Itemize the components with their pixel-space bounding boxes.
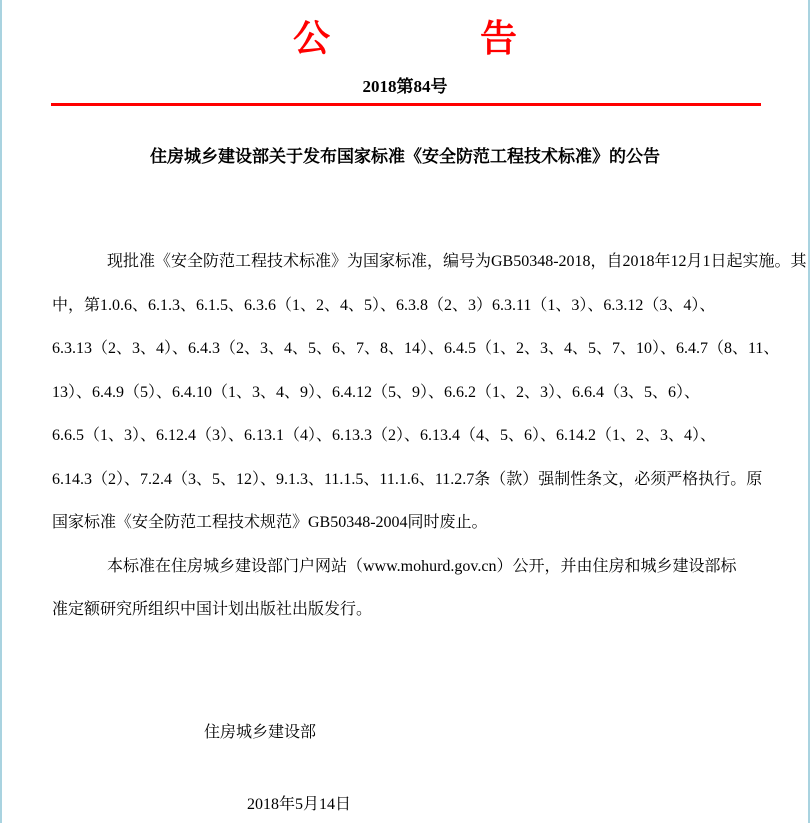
paragraph1-line3: 6.3.13（2、3、4）、6.4.3（2、3、4、5、6、7、8、14）、6.4.5（1、2、3、4、5、7、10）、6.4.7（8、11、: [52, 340, 780, 357]
title-char-right: 告: [480, 19, 517, 60]
paragraph1-line5: 6.6.5（1、3）、6.12.4（3）、6.13.1（4）、6.13.3（2）、6.13.4（4、5、6）、6.14.2（1、2、3、4）、: [52, 427, 717, 444]
title-char-left: 公: [293, 19, 330, 60]
issuer-signature: 住房城乡建设部: [204, 724, 317, 741]
document-body: [52, 240, 807, 632]
document-heading: 住房城乡建设部关于发布国家标准《安全防范工程技术标准》的公告: [150, 147, 660, 166]
issue-date: 2018年5月14日: [247, 796, 352, 813]
paragraph1-line2: 中，第1.0.6、6.1.3、6.1.5、6.3.6（1、2、4、5）、6.3.8（2、3）6.3.11（1、3）、6.3.12（3、4）、: [52, 296, 716, 314]
paragraph1-line1: 现批准《安全防范工程技术标准》为国家标准，编号为GB50348-2018，自2018年12月1日起实施。其: [107, 253, 807, 270]
paragraph1-line6: 6.14.3（2）、7.2.4（3、5、12）、9.1.3、11.1.5、11.1.6、11.2.7条（款）强制性条文，必须严格执行。原: [52, 470, 763, 488]
paragraph2-line1: 本标准在住房城乡建设部门户网站（www.mohurd.gov.cn）公开，并由住房和城乡建设部标: [107, 557, 737, 575]
paragraph1-line4: 13）、6.4.9（5）、6.4.10（1、3、4、9）、6.4.12（5、9）、6.6.2（1、2、3）、6.6.4（3、5、6）、: [52, 383, 701, 401]
document-title: [2, 8, 808, 62]
paragraph1-line7: 国家标准《安全防范工程技术规范》GB50348-2004同时废止。: [52, 514, 488, 531]
document-number: 2018第84号: [362, 77, 448, 96]
red-divider-rule: [51, 103, 761, 106]
paragraph2-line2: 准定额研究所组织中国计划出版社出版发行。: [52, 601, 373, 618]
